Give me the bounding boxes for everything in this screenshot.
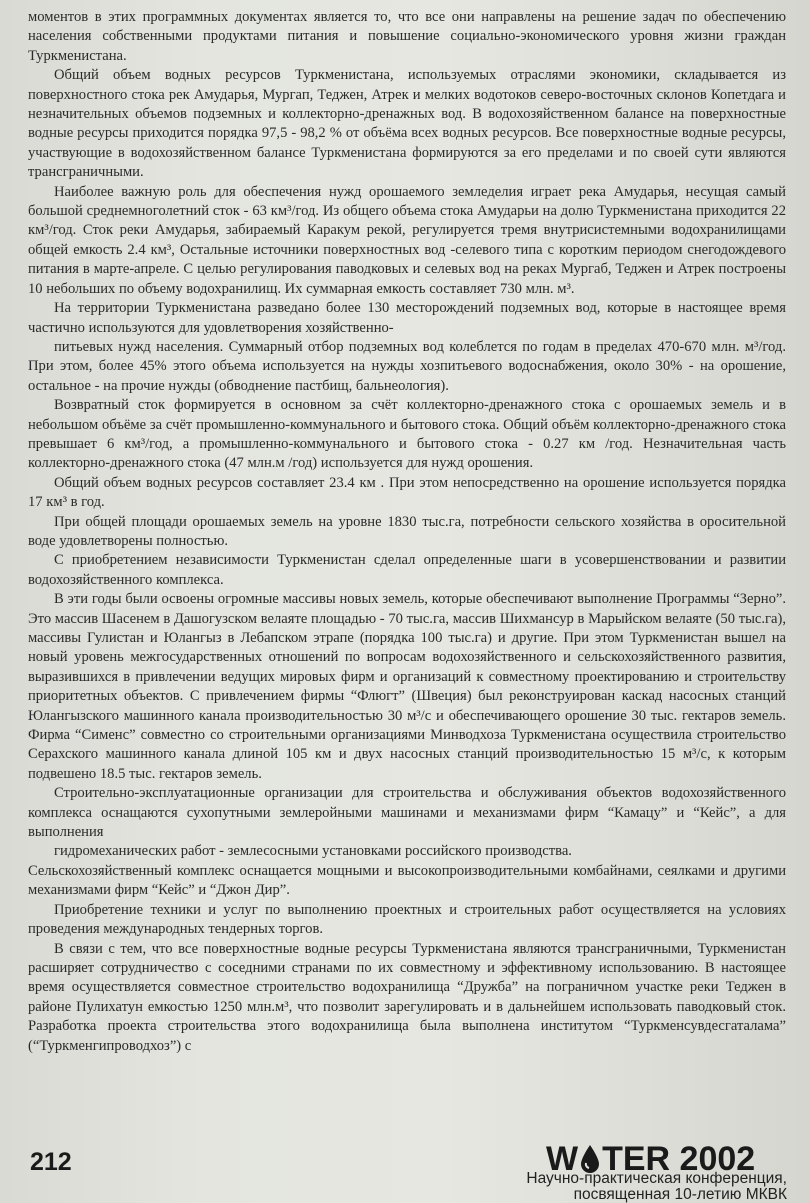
paragraph: В эти годы были освоены огромные массивы новых земель, которые обеспечивают выполнение Программы “Зерно”. Это массив Шасенем в Дашогузском велаяте площадью - 70 тыс.га, массив Шихмансур в Марыйском велаяте (50 тыс.га), массивы Гулистан и Юлангыз в Лебапском этрапе (порядка 100 тыс.га) и другие. При этом Туркменистан вышел на новый уровень межгосударственных отношений по вопросам водохозяйственного и сельскохозяйственного развития, выразившихся в привлечении ведущих мировых фирм и организаций к совместному проектированию и строительству приоритетных объектов. С привлечением фирмы “Флюгт” (Швеция) был реконструирован каскад насосных станций Юлангызского машинного канала производительностью 30 м³/с и обеспечивающего орошение 30 тыс. гектаров земель. Фирма “Сименс” совместно со строительными организациями Минводхоза Туркменистана осуществила строительство Серахского машинного канала длиной 105 км и двух насосных станций производительностью 15 м³/с, к которым подвешено 18.5 тыс. гектаров земель. [28,591,786,782]
conference-caption [526,1171,787,1203]
paragraph: С приобретением независимости Туркменистан сделал определенные шаги в усовершенствовании и развитии водохозяйственного комплекса. [28,552,786,588]
paragraph: Приобретение техники и услуг по выполнению проектных и строительных работ осуществляется на условиях проведения международных тендерных торгов. [28,901,786,938]
page-number: 212 [30,1148,72,1176]
paragraph: Общий объем водных ресурсов составляет 23.4 км . При этом непосредственно на орошение используется порядка 17 км³ в год. [28,474,786,511]
logo-letter-w: W [546,1140,579,1178]
conference-line-1: Научно-практическая конференция, [526,1170,787,1187]
paragraph: питьевых нужд населения. Суммарный отбор подземных вод колеблется по годам в пределах 470-670 млн. м³/год. При этом, более 45% этого объема используется на нужды хозпитьевого водоснабжения, около 30% - на орошение, остальное - на прочие нужды (обводнение пастбищ, бальнеология). [28,338,786,394]
paragraph: При общей площади орошаемых земель на уровне 1830 тыс.га, потребности сельского хозяйства в оросительной воде удовлетворены полностью. [28,513,786,549]
paragraph: Общий объем водных ресурсов Туркменистана, используемых отраслями экономики, складывается из поверхностного стока рек Амударья, Мургап, Теджен, Атрек и мелких водотоков северо-восточных склонов Копетдага и незначительных объемов подземных и коллекторно-дренажных вод. В водохозяйственном балансе на поверхностные водные ресурсы приходится порядка 97,5 - 98,2 % от объёма всех водных ресурсов. Все поверхностные водные ресурсы, участвующие в водохозяйственном балансе Туркменистана формируются за его пределами и по своей сути являются трансграничными. [28,67,786,181]
paragraph: моментов в этих программных документах является то, что все они направлены на решение задач по обеспечению населения собственными продуктами питания и повышение социально-экономического уровня жизни граждан Туркменистана. [28,9,786,64]
paragraph: Строительно-эксплуатационные организации для строительства и обслуживания объектов водохозяйственного комплекса оснащаются сухопутными землеройными машинами и механизмами фирм “Камацу” и “Кейс”, а для выполнения [28,785,786,841]
article-body [28,8,786,1056]
paragraph: Наиболее важную роль для обеспечения нужд орошаемого земледелия играет река Амударья, несущая самый большой среднемноголетний сток - 63 км³/год. Из общего объема стока Амударьи на долю Туркменистана приходится 22 км³/год. Сток реки Амударья, забираемый Каракум рекой, регулируется тремя внутрисистемными водохранилищами общей емкость 2.4 км³, Остальные источники поверхностных вод -селевого типа с коротким периодом снегодождевого питания в марте-апреле. С целью регулирования паводковых и селевых вод на реках Мургаб, Теджен и Атрек построены 10 небольших по объему водохранилищ. Их суммарная емкость составляет 730 млн. м³. [28,183,786,297]
paragraph: На территории Туркменистана разведано более 130 месторождений подземных вод, которые в настоящее время частично используются для удовлетворения хозяйственно- [28,300,786,336]
paragraph: Сельскохозяйственный комплекс оснащается мощными и высокопроизводительными комбайнами, сеялками и другими механизмами фирм “Кейс” и “Джон Дир”. [28,862,786,899]
logo-text: TER 2002 [602,1140,756,1178]
paragraph: Возвратный сток формируется в основном за счёт коллекторно-дренажного стока с орошаемых земель и в небольшом объёме за счёт промышленно-коммунального и бытового стока. Общий объём коллекторно-дренажного стока превышает 6 км³/год, а промышленно-коммунального и бытового стока - 0.27 км /год. Незначительная часть коллекторно-дренажного стока (47 млн.м /год) используется для нужд орошения. [28,397,786,472]
paragraph: В связи с тем, что все поверхностные водные ресурсы Туркменистана являются трансграничными, Туркменистан расширяет сотрудничество с соседними странами по их совместному и эффективному использованию. В настоящее время осуществляется совместное строительство водохранилища “Дружба” на пограничном участке реки Теджен в районе Пулихатун емкостью 1250 млн.м³, что позволит зарегулировать и в дальнейшем использовать паводковый сток. Разработка проекта строительства этого водохранилища была выполнена институтом “Туркменсувдесгаталама” (“Туркменгипроводхоз”) с [28,940,786,1054]
conference-line-2: посвященная 10-летию МКВК [573,1186,787,1203]
paragraph: гидромеханических работ - землесосными установками российского производства. [54,843,572,860]
